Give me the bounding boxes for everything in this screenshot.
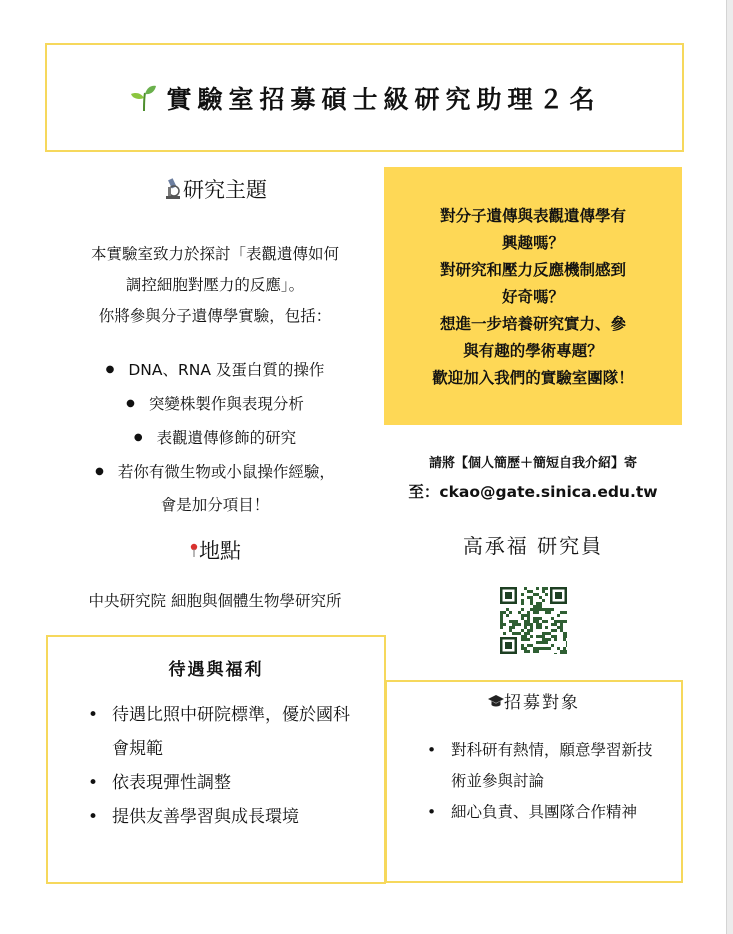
contact-name: 高承福 研究員 [462,534,604,558]
apply-email[interactable]: 至：ckao@gate.sinica.edu.tw [408,483,658,501]
apply-info [387,450,679,506]
callout-line: 想進一步培養研究實力、參 [439,313,626,333]
research-intro-line: 你將參與分子遺傳學實驗，包括： [98,307,332,325]
list-item: • 提供友善學習與成長環境 [88,800,360,834]
location-text: 中央研究院 細胞與個體生物學研究所 [88,592,342,610]
research-intro [48,239,382,332]
title-box [45,43,684,152]
target-box [385,680,683,883]
target-list [427,735,657,828]
list-item-continued: 會是加分項目！ [160,496,270,514]
benefits-title: 待遇與福利 [168,660,264,680]
list-item: • 待遇比照中研院標準，優於國科會規範 [88,698,360,766]
research-intro-line: 調控細胞對壓力的反應」。 [125,276,305,294]
list-item: ● 突變株製作與表現分析 [126,395,304,413]
list-item: • 細心負責、具團隊合作精神 [427,797,657,828]
benefits-box [46,635,386,884]
callout-line: 興趣嗎？ [501,232,564,252]
location-heading [48,535,382,565]
microscope-icon [163,178,183,200]
research-intro-line: 本實驗室致力於探討「表觀遺傳如何 [90,245,339,263]
target-title: 招募對象 [387,688,681,713]
list-item: ● 若你有微生物或小鼠操作經驗， [95,463,335,481]
callout-box [384,167,682,425]
graduation-cap-icon [488,694,504,708]
pin-icon [189,543,199,557]
callout-line: 與有趣的學術專題？ [463,340,603,360]
list-item: • 對科研有熱情，願意學習新技術並參與討論 [427,735,657,797]
callout-line: 對分子遺傳與表觀遺傳學有 [439,205,626,225]
list-item: ● DNA、RNA 及蛋白質的操作 [105,361,325,379]
callout-line: 歡迎加入我們的實驗室團隊！ [432,367,634,387]
benefits-list [88,698,360,834]
apply-instruction: 請將【個人簡歷＋簡短自我介紹】寄 [428,456,637,471]
qr-code[interactable] [500,587,567,654]
list-item: • 依表現彈性調整 [88,766,360,800]
research-heading-text: 研究主題 [183,178,267,202]
page-title [128,80,600,116]
callout-line: 對研究和壓力反應機制感到 [439,259,626,279]
sprout-icon [128,83,158,113]
location-heading-text: 地點 [199,539,241,563]
title-text: 實驗室招募碩士級研究助理２名 [166,84,601,114]
research-heading [48,174,382,204]
callout-line: 好奇嗎？ [501,286,564,306]
page-edge [726,0,733,934]
list-item: ● 表觀遺傳修飾的研究 [133,429,297,447]
research-items [48,353,382,522]
